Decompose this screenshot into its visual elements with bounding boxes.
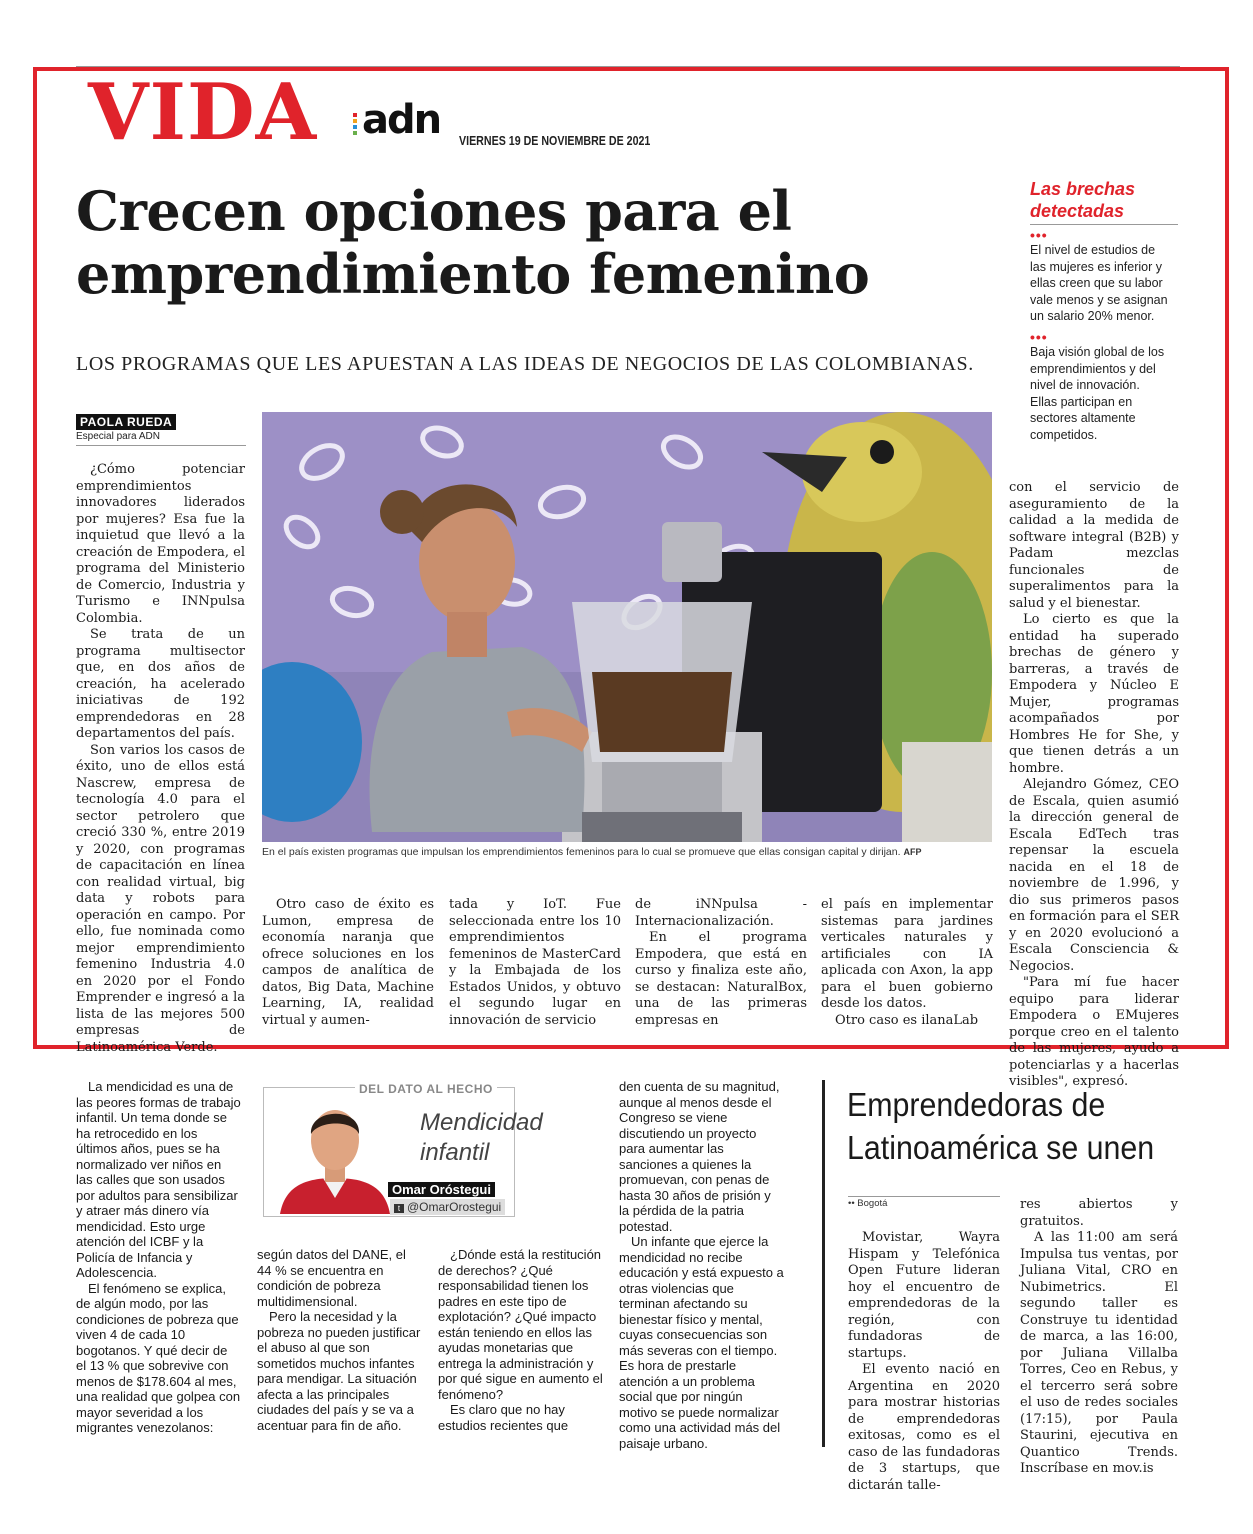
headline: Crecen opciones para el emprendimiento femenino	[76, 179, 870, 306]
opinion-column-4	[619, 1079, 784, 1451]
columnist-handle	[390, 1199, 505, 1215]
dateline: •• Bogotá	[848, 1198, 888, 1209]
paragraph: ¿Cómo potenciar emprendimientos innovadores liderados por mujeres? Esa fue la inquietud que llevó a la creación de Empodera, el programa del Ministerio de Comercio, Industria y Turismo e INNpulsa Colombia.	[76, 462, 245, 626]
issue-date: VIERNES 19 DE NOVIEMBRE DE 2021	[459, 133, 651, 148]
columnist-name: Omar Oróstegui	[388, 1182, 495, 1197]
adn-logo-icon	[353, 113, 361, 135]
opinion-column-2	[257, 1247, 422, 1433]
paragraph: Un infante que ejerce la mendicidad no recibe educación y está expuesto a otras violencias que terminan afectando su bienestar físico y mental, cuyas consecuencias son más severas con el tiempo. Es hora de prestarle atención a un problema social que por ningún motivo se puede normalizar como una actividad más del paisaje urbano.	[619, 1234, 784, 1451]
paragraph: según datos del DANE, el 44 % se encuentra en condición de pobreza multidimensional.	[257, 1247, 406, 1309]
columnist-avatar	[275, 1098, 395, 1214]
article-column-3	[449, 897, 621, 1029]
paragraph: El fenómeno se explica, de algún modo, por las condiciones de pobreza que viven 4 de cada 10 bogotanos. Y qué decir de el 13 % que sobrevive con menos de $178.604 al mes, una realidad que golpea con mayor severidad a los migrantes venezolanos:	[76, 1280, 241, 1435]
paragraph: con el servicio de aseguramiento de la calidad a la medida de software integral (B2B) y Padam mezclas funcionales de superalimentos para la salud y el bienestar.	[1009, 480, 1179, 611]
paragraph: el país en implementar sistemas para jardines verticales naturales y artificiales con IA aplicada con Axon, la app para el buen gobierno desde los datos.	[821, 897, 993, 1011]
side-story-column-1	[848, 1230, 1000, 1494]
byline-rule	[76, 445, 246, 446]
paragraph: El evento nació en Argentina en 2020 para mostrar historias de emprendedoras exitosas, como es el caso de las fundadoras de 3 startups, que dictarán talle-	[848, 1362, 1000, 1493]
paragraph: de iNNpulsa - Internacionalización.	[635, 897, 807, 929]
sidebar-item: Baja visión global de los emprendimientos y del nivel de innovación. Ellas participan en sectores altamente competidos.	[1030, 345, 1165, 442]
brand-logo: adn	[362, 97, 441, 143]
side-story-headline: Emprendedoras de Latinoamérica se unen	[847, 1086, 1155, 1166]
paragraph: Lo cierto es que la entidad ha superado brechas de género y barreras, a través de Empodera y Núcleo E Mujer, programas acompañados por Hombres He for She, y que tienen detrás a un hombre.	[1009, 612, 1179, 776]
opinion-column-3	[438, 1247, 603, 1433]
opinion-title: Mendicidad infantil	[420, 1109, 543, 1166]
article-photo	[262, 412, 992, 842]
paragraph: den cuenta de su magnitud, aunque al menos desde el Congreso se viene discutiendo un proyecto para aumentar las sanciones a quienes la promuevan, con penas de hasta 30 años de prisión y la pérdida de la patria potestad.	[619, 1079, 780, 1234]
paragraph: Es claro que no hay estudios recientes que	[438, 1402, 569, 1433]
opinion-label: DEL DATO AL HECHO	[355, 1082, 497, 1096]
subheadline: LOS PROGRAMAS QUE LES APUESTAN A LAS IDEAS DE NEGOCIOS DE LAS COLOMBIANAS.	[76, 353, 974, 375]
paragraph: Son varios los casos de éxito, uno de ellos está Nascrew, empresa de tecnología 4.0 para el sector petrolero que creció 330 %, entre 2019 y 2020, con programas de capacitación en línea con realidad virtual, big data y robots para operación en campo. Por ello, fue nominada como mejor emprendimiento femenino Industria 4.0 en 2020 por el Fondo Emprender e ingresó a la lista de las mejores 500 empresas de Latinoamérica Verde.	[76, 742, 245, 1055]
opinion-column-1	[76, 1079, 241, 1436]
paragraph: tada y IoT. Fue seleccionada entre los 10 emprendimientos femeninos de MasterCard y la Embajada de los Estados Unidos, y obtuvo el segundo lugar en innovación de servicio	[449, 897, 621, 1028]
paragraph: ¿Dónde está la restitución de derechos? ¿Qué responsabilidad tienen los padres en este tipo de explotación? ¿Qué impacto están teniendo en ellos las ayudas monetarias que entrega la administración y por qué sigue en aumento el fenómeno?	[438, 1247, 603, 1402]
paragraph: Otro caso de éxito es Lumon, empresa de economía naranja que ofrece soluciones en los campos de analítica de datos, Big Data, Machine Learning, IA, realidad virtual y aumen-	[262, 897, 434, 1028]
photo-credit: AFP	[903, 847, 922, 857]
bullet-dots-icon: •••	[1030, 329, 1048, 345]
location-rule	[848, 1196, 1000, 1197]
byline-name: PAOLA RUEDA	[76, 414, 176, 430]
paragraph: res abiertos y gratuitos.	[1020, 1197, 1178, 1229]
paragraph: Pero la necesidad y la pobreza no pueden justificar el abuso al que son sometidos muchos infantes para mendigar. La situación afecta a las principales ciudades del país y se va a acentuar para fin de año.	[257, 1309, 421, 1433]
twitter-icon: t	[394, 1204, 404, 1213]
photo-caption	[262, 846, 1002, 858]
side-story-column-2	[1020, 1197, 1178, 1478]
paragraph: Otro caso es ilanaLab	[835, 1012, 979, 1028]
byline-role: Especial para ADN	[76, 431, 160, 442]
article-column-6	[1009, 480, 1179, 1091]
handle-text: @OmarOrostegui	[407, 1200, 502, 1214]
section-title: VIDA	[88, 67, 318, 158]
sidebar-item: El nivel de estudios de las mujeres es inferior y ellas creen que su labor vale menos y se asignan un salario 20% menor.	[1030, 243, 1168, 323]
paragraph: En el programa Empodera, que está en curso y finaliza este año, se destacan: NaturalBox, una de las primeras empresas en	[635, 930, 807, 1028]
paragraph: "Para mí fue hacer equipo para liderar Empodera o EMujeres porque creo en el talento de las mujeres, ayudo a potenciarlas y a hacerlas visibles", expresó.	[1009, 975, 1179, 1089]
paragraph: Movistar, Wayra Hispam y Telefónica Open Future lideran hoy el encuentro de emprendedoras de la región, con fundadoras de startups.	[848, 1230, 1000, 1361]
article-column-5	[821, 897, 993, 1029]
caption-text: En el país existen programas que impulsan los emprendimientos femeninos para lo cual se promueve que ellas consigan capital y dirijan.	[262, 846, 901, 858]
paragraph: La mendicidad es una de las peores formas de trabajo infantil. Un tema donde se ha retrocedido en los últimos años, pues se ha normalizado ver niños en las calles que son usados por adultos para sensibilizar y atraer más dinero vía mendicidad. Esto urge atención del ICBF y la Policía de Infancia y Adolescencia.	[76, 1079, 241, 1280]
paragraph: A las 11:00 am será Impulsa tus ventas, por Juliana Vital, CRO en Nubimetrics. El segundo taller es Construye tu identidad de marca, a las 16:00, por Juliana Villalba Torres, Ceo en Rebus, y el tercerro será sobre el uso de redes sociales (17:15), por Paula Staurini, ejecutiva en Quantico Trends. Inscríbase en mov.is	[1020, 1230, 1178, 1476]
article-column-2	[262, 897, 434, 1029]
column-rule	[822, 1080, 825, 1447]
article-column-4	[635, 897, 807, 1029]
sidebar-divider	[1030, 224, 1178, 225]
article-column-1	[76, 462, 245, 1056]
paragraph: Alejandro Gómez, CEO de Escala, quien asumió la dirección general de Escala EdTech tras repensar la escuela nacida en el 18 de noviembre de 1.996, y dio sus primeros pasos en formación para el SER y en 2020 evolucionó a Escala Consciencia & Negocios.	[1009, 777, 1179, 974]
paragraph: Se trata de un programa multisector que, en dos años de creación, ha acelerado iniciativas de 192 emprendedoras en 28 departamentos del país.	[76, 627, 245, 741]
sidebar-title: Las brechas detectadas	[1030, 179, 1136, 221]
bullet-dots-icon: •••	[1030, 227, 1048, 243]
